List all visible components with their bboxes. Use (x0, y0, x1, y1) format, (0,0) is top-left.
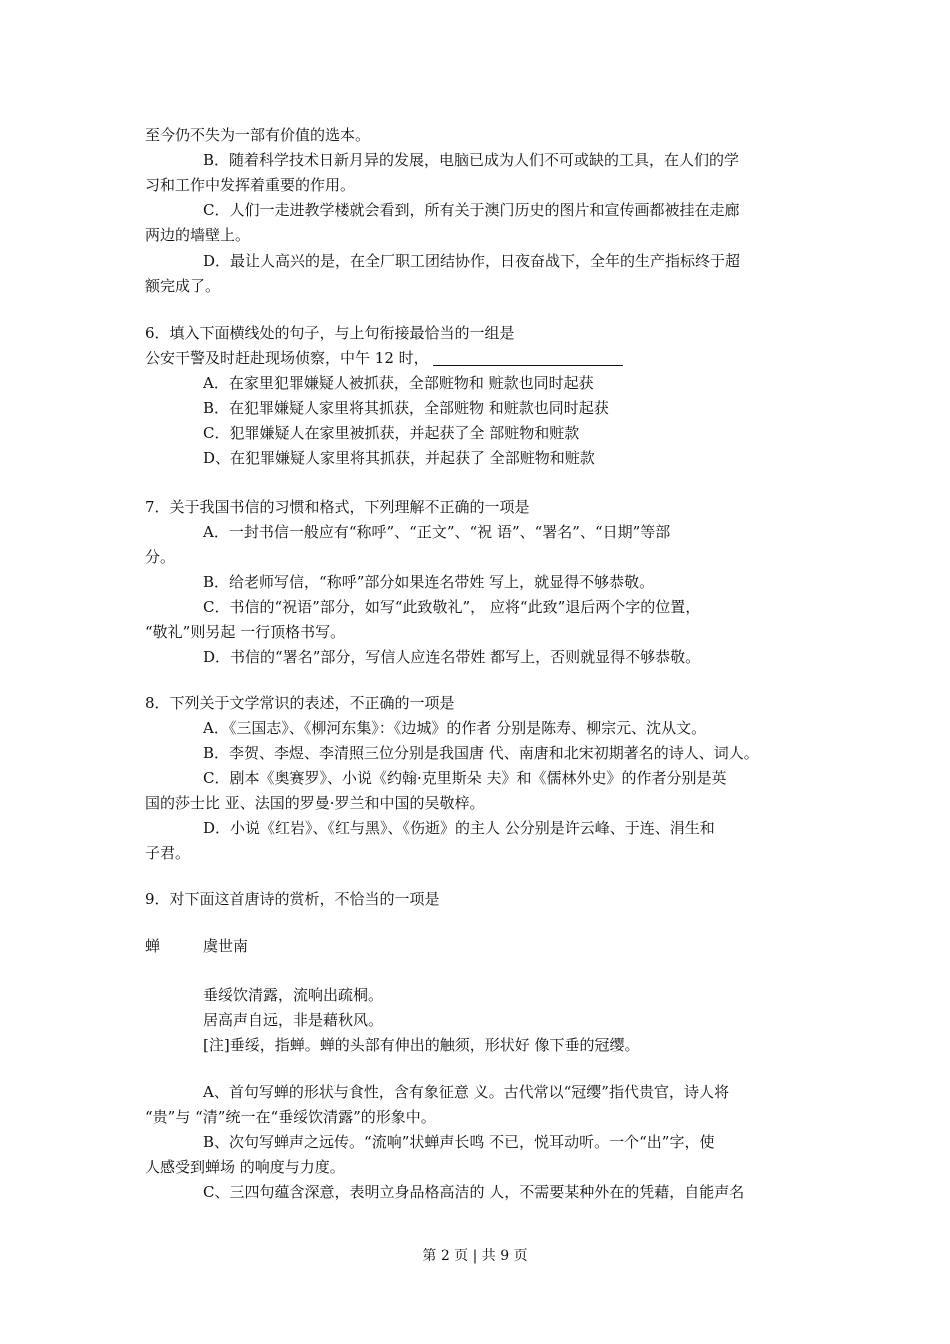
q5-option-d-line2: 额完成了。 (145, 277, 221, 295)
q6-option-d: D、在犯罪嫌疑人家里将其抓获，并起获了 全部赃物和赃款 (203, 449, 595, 467)
q6-answer-blank (433, 349, 623, 366)
q5-option-c-line2: 两边的墙壁上。 (145, 226, 251, 244)
q8-option-c-line1: C．剧本《奥赛罗》、小说《约翰·克里斯朵 夫》和《儒林外史》的作者分别是英 (203, 769, 727, 787)
q9-option-a-line1: A、首句写蝉的形状与食性，含有象征意 义。古代常以“冠缨”指代贵官，诗人将 (203, 1083, 729, 1101)
q7-option-a-line1: A．一封书信一般应有“称呼”、“正文”、“祝 语”、“署名”、“日期”等部 (203, 523, 671, 541)
q8-option-d-line2: 子君。 (145, 844, 191, 862)
q5-option-c-line1: C．人们一走进教学楼就会看到，所有关于澳门历史的图片和宣传画都被挂在走廊 (203, 201, 740, 219)
q5-option-b-line1: B．随着科学技术日新月异的发展，电脑已成为人们不可或缺的工具，在人们的学 (203, 151, 740, 169)
q8-option-d-line1: D．小说《红岩》、《红与黑》、《伤逝》的主人 公分别是许云峰、于连、涓生和 (203, 819, 715, 837)
q5-option-b-line2: 习和工作中发挥着重要的作用。 (145, 176, 356, 194)
q9-option-b-line2: 人感受到蝉场 的响度与力度。 (145, 1158, 345, 1176)
q9-stem: 9．对下面这首唐诗的赏析，不恰当的一项是 (145, 890, 440, 908)
q9-option-a-line2: “贵”与 “清”统一在“垂绥饮清露”的形象中。 (145, 1108, 436, 1126)
poem-title: 蝉 (145, 937, 161, 955)
page-footer: 第 2 页 | 共 9 页 (422, 1248, 528, 1264)
q8-option-b: B．李贺、李煜、李清照三位分别是我国唐 代、南唐和北宋初期著名的诗人、词人。 (203, 744, 759, 762)
q7-option-c-line1: C．书信的“祝语”部分，如写“此致敬礼”， 应将“此致”退后两个字的位置， (203, 598, 701, 616)
q7-option-c-line2: “敬礼”则另起 一行顶格书写。 (145, 623, 346, 641)
q8-stem: 8．下列关于文学常识的表述，不正确的一项是 (145, 694, 455, 712)
q9-option-c-line1: C、三四句蕴含深意，表明立身品格高洁的 人，不需要某种外在的凭藉，自能声名 (203, 1183, 745, 1201)
q7-option-b: B．给老师写信，“称呼”部分如果连名带姓 写上，就显得不够恭敬。 (203, 573, 655, 591)
q7-option-a-line2: 分。 (145, 548, 176, 566)
q7-option-d: D．书信的“署名”部分，写信人应连名带姓 都写上，否则就显得不够恭敬。 (203, 648, 701, 666)
q9-option-b-line1: B、次句写蝉声之远传。“流响”状蝉声长鸣 不已，悦耳动听。一个“出”字，使 (203, 1133, 715, 1151)
poem-verse-2: 居高声自远，非是藉秋风。 (203, 1011, 384, 1029)
q6-option-a: A．在家里犯罪嫌疑人被抓获，全部赃物和 赃款也同时起获 (203, 374, 594, 392)
q6-context (145, 348, 623, 368)
poem-author: 虞世南 (203, 937, 249, 955)
q8-option-c-line2: 国的莎士比 亚、法国的罗曼·罗兰和中国的吴敬梓。 (145, 794, 485, 812)
q5-continuation: 至今仍不失为一部有价值的选本。 (145, 126, 371, 144)
q6-option-b: B．在犯罪嫌疑人家里将其抓获，全部赃物 和赃款也同时起获 (203, 399, 609, 417)
q6-context-text: 公安干警及时赶赴现场侦察，中午 12 时， (145, 349, 429, 367)
q7-stem: 7．关于我国书信的习惯和格式，下列理解不正确的一项是 (145, 498, 530, 516)
q8-option-a: A．《三国志》、《柳河东集》：《边城》的作者 分别是陈寿、柳宗元、沈从文。 (203, 719, 707, 737)
poem-note: [注]垂绥，指蝉。蝉的头部有伸出的触须，形状好 像下垂的冠缨。 (203, 1036, 640, 1054)
poem-verse-1: 垂绥饮清露，流响出疏桐。 (203, 986, 384, 1004)
q5-option-d-line1: D．最让人高兴的是，在全厂职工团结协作，日夜奋战下，全年的生产指标终于超 (203, 252, 741, 270)
q6-stem: 6．填入下面横线处的句子，与上句衔接最恰当的一组是 (145, 324, 515, 342)
q6-option-c: C．犯罪嫌疑人在家里被抓获，并起获了全 部赃物和赃款 (203, 424, 580, 442)
